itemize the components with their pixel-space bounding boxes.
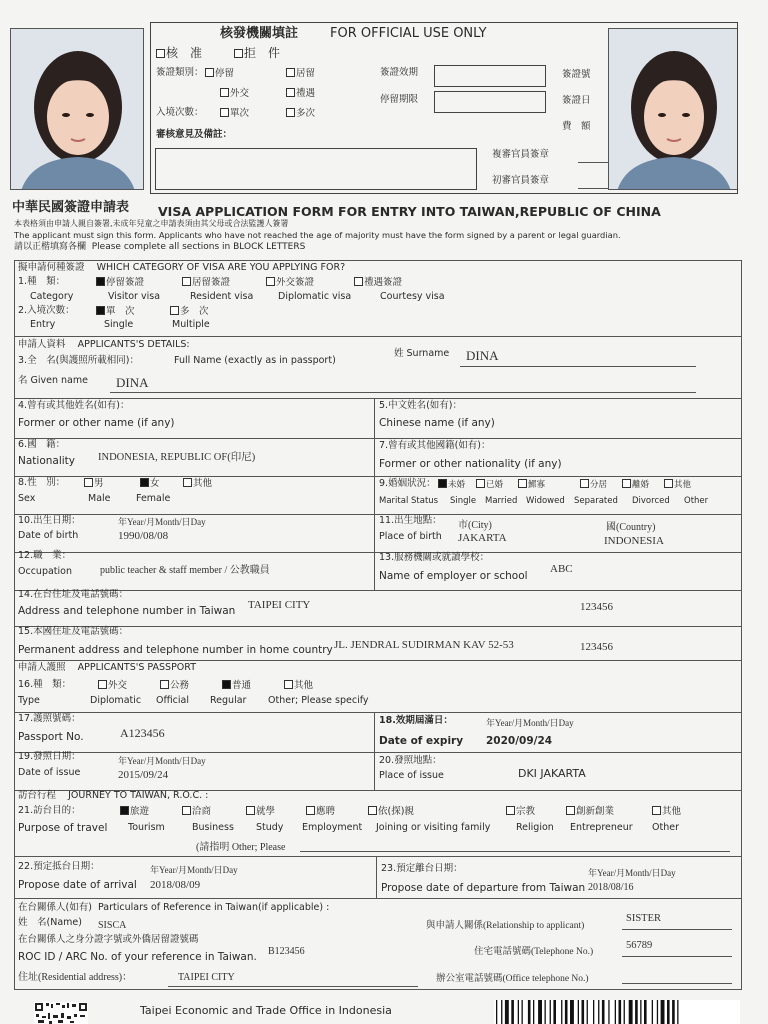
nationality-value[interactable]: INDONESIA, REPUBLIC OF(印尼) <box>98 452 256 463</box>
dob-q10-cn: 10.出生日期： <box>18 515 81 526</box>
entries-label: 入境次數： <box>156 107 204 118</box>
purpose-religion-en: Religion <box>516 822 554 833</box>
visa-resident-en: Resident visa <box>190 291 254 302</box>
birth-city-value[interactable]: JAKARTA <box>458 532 507 544</box>
home-address-q15-cn: 15.本國住址及電話號碼： <box>18 626 129 637</box>
visa-courtesy-en: Courtesy visa <box>380 291 445 302</box>
home-address-value[interactable]: JL. JENDRAL SUDIRMAN KAV 52-53 <box>334 639 514 651</box>
reference-office-line[interactable] <box>622 983 732 984</box>
marital-divorced-checkbox[interactable]: 離婚 <box>622 479 649 491</box>
purpose-other-specify: (請指明 Other; Please <box>196 842 286 853</box>
passport-q17-en: Passport No. <box>18 731 84 743</box>
former-name-q4-cn: 4.曾有或其他姓名(如有)： <box>18 400 130 411</box>
visa-type-label: 簽證類別： <box>156 67 204 78</box>
reference-address-value[interactable]: TAIPEI CITY <box>178 972 235 983</box>
purpose-entrepreneur-checkbox[interactable]: 創新創業 <box>566 806 614 818</box>
marital-other-en: Other <box>684 496 709 506</box>
official-title-en: FOR OFFICIAL USE ONLY <box>330 26 487 41</box>
birth-city-hint: 市(City) <box>458 520 492 531</box>
reference-phone-value[interactable]: 56789 <box>626 940 653 951</box>
reference-name-value[interactable]: SISCA <box>98 920 127 931</box>
purpose-religion-checkbox[interactable]: 宗教 <box>506 806 535 818</box>
entry-multiple-checkbox[interactable]: 多 次 <box>170 306 209 318</box>
marital-separated-checkbox[interactable]: 分居 <box>580 479 607 491</box>
reference-relation-label: 與申請人關係(Relationship to applicant) <box>426 921 585 931</box>
passport-q20-en: Place of issue <box>379 770 444 781</box>
expiry-date-value[interactable]: 2020/09/24 <box>486 735 553 747</box>
arrival-q22-en: Propose date of arrival <box>18 879 137 891</box>
reference-heading: 在台關係人(如有) Particulars of Reference in Taiwan(if applicable) : <box>18 902 330 913</box>
arrival-date-hint: 年Year/月Month/日Day <box>150 865 238 875</box>
entry-q2-en: Entry <box>30 319 56 330</box>
occupation-q12-en: Occupation <box>18 566 72 577</box>
birthplace-q11-cn: 11.出生地點： <box>379 515 442 526</box>
birth-country-hint: 國(Country) <box>606 522 656 533</box>
marital-separated-en: Separated <box>574 496 618 506</box>
reference-id-label-cn: 在台關係人之身分證字號或外僑居留證號碼 <box>18 934 199 945</box>
marital-single-en: Single <box>450 496 477 506</box>
birth-country-value[interactable]: INDONESIA <box>604 535 664 547</box>
official-title-cn: 核發機關填註 <box>220 26 299 41</box>
marital-divorced-en: Divorced <box>632 496 670 506</box>
visa-type-stay[interactable]: 停留 <box>205 68 234 80</box>
visa-resident-checkbox[interactable]: 居留簽證 <box>182 277 230 289</box>
arrival-date-value[interactable]: 2018/08/09 <box>150 879 201 891</box>
applicant-photo-left <box>10 28 144 190</box>
departure-date-hint: 年Year/月Month/日Day <box>588 868 676 878</box>
purpose-study-checkbox[interactable]: 就學 <box>246 806 275 818</box>
purpose-other-line[interactable] <box>300 851 730 852</box>
tw-phone-value[interactable]: 123456 <box>580 601 613 613</box>
chinese-name-q5-cn: 5.中文姓名(如有)： <box>379 400 462 411</box>
given-name-line <box>110 392 696 393</box>
marital-married-en: Married <box>485 496 518 506</box>
home-address-q15-en: Permanent address and telephone number in home country <box>18 644 333 656</box>
form-title-cn: 中華民國簽證申請表 <box>12 200 130 215</box>
entries-multiple[interactable]: 多次 <box>286 108 315 120</box>
passport-official-en: Official <box>156 695 189 706</box>
passport-diplomatic-en: Diplomatic <box>90 695 142 706</box>
issue-date-value[interactable]: 2015/09/24 <box>118 769 169 781</box>
departure-q23-cn: 23.預定離台日期： <box>381 863 463 874</box>
entry-multiple-en: Multiple <box>172 319 210 330</box>
reviewer2-label: 複審官員簽章 <box>492 149 550 160</box>
passport-q18-cn: 18.效期屆滿日： <box>379 715 453 726</box>
category-q1-cn: 1.種 類： <box>18 276 66 287</box>
reviewer2-line[interactable] <box>578 162 608 163</box>
visa-diplomatic-checkbox[interactable]: 外交簽證 <box>266 277 314 289</box>
purpose-business-checkbox[interactable]: 洽商 <box>182 806 211 818</box>
passport-regular-en: Regular <box>210 695 247 706</box>
entry-single-checkbox[interactable]: 單 次 <box>96 306 135 318</box>
surname-line <box>460 366 696 367</box>
purpose-entrepreneur-en: Entrepreneur <box>570 822 633 833</box>
purpose-employment-checkbox[interactable]: 應聘 <box>306 806 335 818</box>
note-cn: 本表格須由申請人親自簽署,未成年兒童之申請表須由其父母或合法監護人簽署 <box>14 219 289 228</box>
tw-address-value[interactable]: TAIPEI CITY <box>248 599 311 611</box>
visa-visitor-en: Visitor visa <box>108 291 161 302</box>
purpose-tourism-checkbox[interactable]: 旅遊 <box>120 806 149 818</box>
dob-hint: 年Year/月Month/日Day <box>118 517 206 527</box>
chinese-name-q5-en: Chinese name (if any) <box>379 417 495 429</box>
arrival-q22-cn: 22.預定抵台日期： <box>18 861 100 872</box>
remarks-field[interactable] <box>155 148 477 190</box>
home-phone-value[interactable]: 123456 <box>580 641 613 653</box>
tw-address-q14-en: Address and telephone number in Taiwan <box>18 605 236 617</box>
block-letters-note: 請以正楷填寫各欄 Please complete all sections in BLOCK LETTERS <box>14 242 306 252</box>
reference-address-label: 住址(Residential address)： <box>18 972 133 983</box>
tw-address-q14-cn: 14.在台住址及電話號碼： <box>18 589 129 600</box>
footer-office-name: Taipei Economic and Trade Office in Indonesia <box>140 1004 392 1017</box>
given-name-value[interactable]: DINA <box>116 375 149 390</box>
visa-courtesy-checkbox[interactable]: 禮遇簽證 <box>354 277 402 289</box>
category-q1-en: Category <box>30 291 74 302</box>
journey-q21-cn: 21.訪台目的： <box>18 805 81 816</box>
reject-checkbox[interactable]: 拒 件 <box>234 47 280 61</box>
purpose-tourism-en: Tourism <box>128 822 165 833</box>
stay-limit-field[interactable] <box>434 91 546 113</box>
details-heading: 申請人資料 APPLICANTS'S DETAILS: <box>18 339 190 350</box>
passport-heading: 申請人護照 APPLICANTS'S PASSPORT <box>18 662 196 673</box>
sex-q8-cn: 8.性 別： <box>18 477 66 488</box>
sex-female-checkbox[interactable]: 女 <box>140 478 160 490</box>
departure-date-value[interactable]: 2018/08/16 <box>588 882 634 893</box>
marital-single-checkbox[interactable]: 未婚 <box>438 479 465 491</box>
purpose-study-en: Study <box>256 822 284 833</box>
journey-q21-en: Purpose of travel <box>18 822 108 834</box>
fee-label: 費 額 <box>562 121 591 132</box>
passport-q18-en: Date of expiry <box>379 735 464 747</box>
entry-single-en: Single <box>104 319 134 330</box>
reference-id-label-en: ROC ID / ARC No. of your reference in Taiwan. <box>18 951 257 963</box>
passport-q16-cn: 16.種 類： <box>18 679 72 690</box>
occupation-q12-cn: 12.職 業： <box>18 550 72 561</box>
note-en: The applicant must sign this form. Applicants who have not reached the age of majority must have the form signed by a parent or legal guardian. <box>14 230 621 240</box>
reviewer1-line[interactable] <box>578 188 608 189</box>
marital-q9-en: Marital Status <box>379 496 439 506</box>
visa-date-label: 簽證日 <box>562 95 591 106</box>
employer-q13-en: Name of employer or school <box>379 570 528 582</box>
reviewer1-label: 初審官員簽章 <box>492 175 550 186</box>
nationality-q6-en: Nationality <box>18 455 76 467</box>
sex-q8-en: Sex <box>18 493 36 504</box>
marital-married-checkbox[interactable]: 已婚 <box>476 479 503 491</box>
category-heading: 擬申請何種簽證 WHICH CATEGORY OF VISA ARE YOU APPLYING FOR? <box>18 262 346 273</box>
purpose-employment-en: Employment <box>302 822 363 833</box>
other-nationality-q7-en: Former or other nationality (if any) <box>379 458 562 470</box>
passport-q19-cn: 19.發照日期： <box>18 751 81 762</box>
purpose-family-checkbox[interactable]: 依(探)親 <box>368 806 414 818</box>
barcode <box>494 1000 740 1024</box>
marital-other-checkbox[interactable]: 其他 <box>664 479 691 491</box>
purpose-family-en: Joining or visiting family <box>376 822 491 833</box>
sex-female-en: Female <box>136 493 171 504</box>
fullname-q3-cn: 3.全 名(與護照所載相同)： <box>18 355 139 366</box>
visa-no-label: 簽證號 <box>562 69 591 80</box>
marital-q9-cn: 9.婚姻狀況： <box>379 478 436 489</box>
birthplace-q11-en: Place of birth <box>379 531 442 542</box>
journey-heading: 訪台行程 JOURNEY TO TAIWAN, R.O.C. : <box>18 790 209 801</box>
purpose-other-en: Other <box>652 822 679 833</box>
visa-visitor-checkbox[interactable]: 停留簽證 <box>96 277 144 289</box>
surname-label: 姓 Surname <box>394 348 450 359</box>
reference-relation-value[interactable]: SISTER <box>626 913 662 924</box>
visa-type-courtesy[interactable]: 禮遇 <box>286 88 315 100</box>
departure-q23-en: Propose date of departure from Taiwan <box>381 882 586 894</box>
reference-office-label: 辦公室電話號碼(Office telephone No.) <box>436 974 589 984</box>
reference-phone-label: 住宅電話號碼(Telephone No.) <box>474 947 594 957</box>
remarks-label: 審核意見及備註： <box>156 129 233 140</box>
passport-q17-cn: 17.護照號碼： <box>18 713 81 724</box>
visa-type-diplomatic[interactable]: 外交 <box>220 88 249 100</box>
passport-other-en: Other; Please specify <box>268 695 369 706</box>
fullname-q3-en: Full Name (exactly as in passport) <box>174 355 336 366</box>
form-title-en: VISA APPLICATION FORM FOR ENTRY INTO TAIWAN,REPUBLIC OF CHINA <box>158 204 661 219</box>
given-name-label: 名 Given name <box>18 375 88 386</box>
employer-q13-cn: 13.服務機關或就讀學校： <box>379 552 490 563</box>
passport-q20-cn: 20.發照地點： <box>379 755 442 766</box>
other-nationality-q7-cn: 7.曾有或其他國籍(如有)： <box>379 440 491 451</box>
former-name-q4-en: Former or other name (if any) <box>18 417 175 429</box>
passport-q16-en: Type <box>18 695 40 706</box>
purpose-other-checkbox[interactable]: 其他 <box>652 806 681 818</box>
reference-id-value[interactable]: B123456 <box>268 946 305 957</box>
dob-q10-en: Date of birth <box>18 530 79 541</box>
validity-field[interactable] <box>434 65 546 87</box>
sex-other-checkbox[interactable]: 其他 <box>183 478 212 490</box>
marital-widowed-checkbox[interactable]: 鰥寡 <box>518 479 545 491</box>
issue-place-value[interactable]: DKI JAKARTA <box>518 767 586 780</box>
reference-address-line <box>168 986 418 987</box>
passport-other-checkbox[interactable]: 其他 <box>284 680 313 692</box>
employer-value[interactable]: ABC <box>550 563 573 575</box>
approve-checkbox[interactable]: 核 准 <box>156 47 202 61</box>
surname-value[interactable]: DINA <box>466 348 499 363</box>
entry-q2-cn: 2.入境次數： <box>18 305 75 316</box>
entries-single[interactable]: 單次 <box>220 108 249 120</box>
reference-relation-line <box>622 929 732 930</box>
stay-limit-label: 停留期限 <box>380 94 419 105</box>
validity-label: 簽證效期 <box>380 67 419 78</box>
qr-code <box>34 1002 88 1024</box>
passport-regular-checkbox[interactable]: 普通 <box>222 680 251 692</box>
purpose-business-en: Business <box>192 822 234 833</box>
passport-diplomatic-checkbox[interactable]: 外交 <box>98 680 127 692</box>
reference-phone-line <box>622 956 732 957</box>
nationality-q6-cn: 6.國 籍： <box>18 439 66 450</box>
issue-date-hint: 年Year/月Month/日Day <box>118 756 206 766</box>
visa-type-resident[interactable]: 居留 <box>286 68 315 80</box>
reference-name-label: 姓 名(Name) <box>18 917 82 928</box>
passport-official-checkbox[interactable]: 公務 <box>160 680 189 692</box>
expiry-date-hint: 年Year/月Month/日Day <box>486 718 574 728</box>
visa-diplomatic-en: Diplomatic visa <box>278 291 352 302</box>
dob-value[interactable]: 1990/08/08 <box>118 530 169 542</box>
sex-male-en: Male <box>88 493 111 504</box>
marital-widowed-en: Widowed <box>526 496 565 506</box>
passport-number-value[interactable]: A123456 <box>120 726 165 740</box>
sex-male-checkbox[interactable]: 男 <box>84 478 104 490</box>
passport-q19-en: Date of issue <box>18 767 81 778</box>
occupation-value[interactable]: public teacher & staff member / 公教職員 <box>100 565 270 576</box>
